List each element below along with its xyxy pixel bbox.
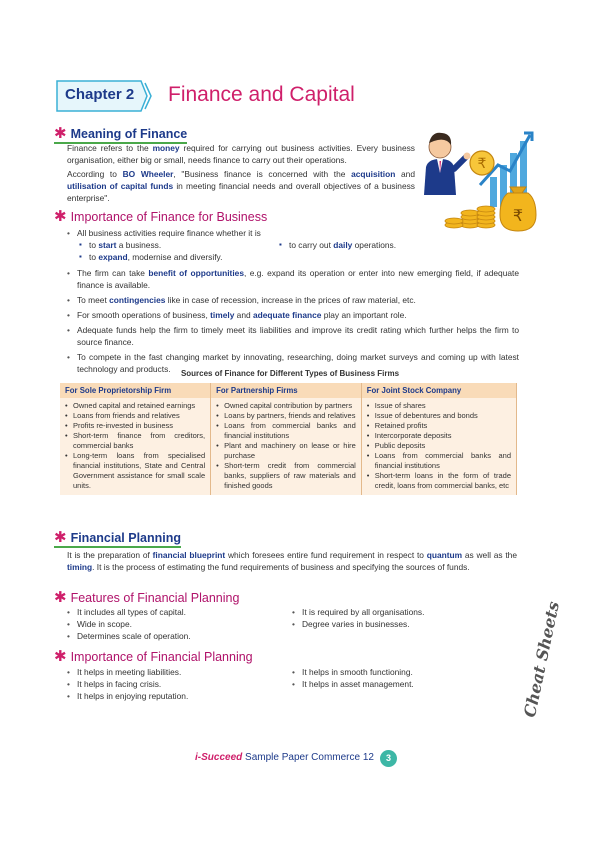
- list-item: • Short-term finance from creditors, commercial banks: [65, 431, 205, 451]
- keyword: quantum: [426, 550, 463, 560]
- list-item: • Loans by partners, friends and relatives: [216, 411, 356, 421]
- list-item: • All business activities require finance whether it is: [67, 227, 519, 239]
- keyword: acquisition: [351, 169, 396, 179]
- importance-finance-list: [67, 227, 519, 378]
- keyword: BO Wheeler: [122, 169, 174, 179]
- keyword: contingencies: [109, 295, 166, 305]
- table-row: [60, 398, 517, 495]
- text-run: The firm can take: [77, 268, 149, 278]
- text-run: For smooth operations of business,: [77, 310, 211, 320]
- cell-list: [65, 401, 205, 491]
- text-run: To compete in the fast changing market by innovating, researching, doing market surveys and coming up with latest technology and products.: [77, 352, 519, 374]
- text-run: play an important role.: [321, 310, 407, 320]
- page-title: Finance and Capital: [168, 83, 355, 106]
- importance-finance-items: [67, 267, 519, 375]
- planning-paragraph: [67, 549, 517, 573]
- star-icon: ✱: [54, 125, 67, 142]
- svg-text:₹: ₹: [512, 206, 524, 225]
- importance-finance-heading: ✱ Importance of Finance for Business: [54, 208, 268, 225]
- keyword: daily: [333, 240, 353, 250]
- list-item: • Wide in scope.: [67, 618, 292, 630]
- table-cell: [211, 398, 362, 495]
- table-header-row: [60, 383, 517, 398]
- keyword: start: [98, 240, 117, 250]
- list-item: • It helps in smooth functioning.: [292, 666, 517, 678]
- page-number-badge: 3: [380, 750, 397, 767]
- list-item: • Issue of debentures and bonds: [367, 411, 511, 421]
- footer-text: Sample Paper Commerce 12: [245, 752, 374, 763]
- list-item: • Loans from friends and relatives: [65, 411, 205, 421]
- table-cell: [361, 398, 516, 495]
- text-run: required for carrying out business activities. Every business organisation, either big or small, needs finance to carry out their operations.: [67, 143, 415, 165]
- businessman-money-growth-icon: [420, 125, 538, 237]
- list-item: • Plant and machinery on lease or hire purchase: [216, 441, 356, 461]
- footer: [195, 752, 374, 763]
- keyword: adequate finance: [253, 310, 322, 320]
- keyword: utilisation of capital funds: [67, 181, 174, 191]
- text-run: Adequate funds help the firm to timely meet its liabilities and improve its credit rating which further helps the firm to source finance.: [77, 325, 519, 347]
- chapter-label: Chapter 2: [65, 86, 135, 103]
- features-heading: ✱ Features of Financial Planning: [54, 589, 240, 606]
- keyword: benefit of opportunities: [148, 268, 244, 278]
- list-item: • It helps in meeting liabilities.: [67, 666, 292, 678]
- sources-table: [60, 383, 517, 495]
- text-run: , e.g. expand its operation or enter into new emerging field, if adequate finance is available.: [77, 268, 520, 290]
- list-item: • Determines scale of operation.: [67, 630, 292, 642]
- footer-brand: i-Succeed: [195, 752, 243, 763]
- text-run: as well as the: [462, 550, 517, 560]
- keyword: financial blueprint: [152, 550, 226, 560]
- text-run: According to: [67, 169, 123, 179]
- list-item: • Long-term loans from specialised financial institutions, State and Central Government assistance for small scale units.: [65, 451, 205, 491]
- list-item: • Public deposits: [367, 441, 511, 451]
- list-item: • It is required by all organisations.: [292, 606, 517, 618]
- list-item: [67, 267, 519, 291]
- chapter-tag: [55, 79, 147, 113]
- text-run: to: [89, 240, 99, 250]
- list-item: • It includes all types of capital.: [67, 606, 292, 618]
- cell-list: [367, 401, 511, 491]
- text-run: , "Business finance is concerned with the: [173, 169, 352, 179]
- keyword: money: [152, 143, 180, 153]
- star-icon: ✱: [54, 208, 67, 225]
- list-item: [67, 309, 519, 321]
- sub-list-row: [67, 239, 519, 251]
- list-item: • It helps in asset management.: [292, 678, 517, 690]
- list-item: • Owned capital contribution by partners: [216, 401, 356, 411]
- importance-planning-list: [67, 666, 527, 702]
- list-item: • Owned capital and retained earnings: [65, 401, 205, 411]
- svg-text:₹: ₹: [477, 156, 487, 172]
- star-icon: ✱: [54, 529, 67, 546]
- list-item: • Degree varies in businesses.: [292, 618, 517, 630]
- list-item: • It helps in facing crisis.: [67, 678, 292, 690]
- text-run: a business.: [116, 240, 162, 250]
- importance-planning-left-column: [67, 666, 292, 702]
- features-left-column: [67, 606, 292, 642]
- sub-list-row: [67, 251, 519, 263]
- planning-heading: ✱ Financial Planning: [54, 529, 182, 546]
- list-item: • Retained profits: [367, 421, 511, 431]
- list-item: • Profits re-invested in business: [65, 421, 205, 431]
- text-run: in meeting financial needs and overall objectives of a business enterprise".: [67, 181, 415, 203]
- importance-planning-right-column: [292, 666, 517, 702]
- text-run: to carry out: [289, 240, 334, 250]
- list-item: [67, 294, 519, 306]
- keyword: expand: [98, 252, 128, 262]
- text-run: . It is the process of estimating the fund requirements of business and specifying the sources of funds.: [92, 562, 470, 572]
- sub-list-item: [79, 239, 279, 251]
- cheat-sheets-label: Cheat Sheets: [520, 599, 564, 719]
- table-header-cell: For Partnership Firms: [211, 383, 362, 398]
- sub-list-item: [79, 251, 389, 263]
- list-item: • Short-term loans in the form of trade credit, loans from commercial banks, etc: [367, 471, 511, 491]
- text-run: operations.: [352, 240, 397, 250]
- table-header-cell: For Sole Proprietorship Firm: [60, 383, 211, 398]
- meaning-paragraph-2: [67, 168, 415, 204]
- table-cell: [60, 398, 211, 495]
- meaning-paragraph-1: [67, 142, 415, 166]
- text-run: To meet: [77, 295, 110, 305]
- star-icon: ✱: [54, 589, 67, 606]
- importance-planning-heading: ✱ Importance of Financial Planning: [54, 648, 253, 665]
- list-item: [67, 324, 519, 348]
- text-run: like in case of recession, increase in the prices of raw material, etc.: [165, 295, 416, 305]
- keyword: timely: [210, 310, 235, 320]
- text-run: It is the preparation of: [67, 550, 153, 560]
- sub-list-item: [279, 239, 479, 251]
- text-run: to: [89, 252, 99, 262]
- table-header-cell: For Joint Stock Company: [361, 383, 516, 398]
- text-run: , modernise and diversify.: [127, 252, 223, 262]
- list-item: • Loans from commercial banks and financial institutions: [367, 451, 511, 471]
- list-item: • Loans from commercial banks and financial institutions: [216, 421, 356, 441]
- keyword: timing: [67, 562, 93, 572]
- features-right-column: [292, 606, 517, 642]
- list-item: • Short-term credit from commercial banks, suppliers of raw materials and finished goods: [216, 461, 356, 491]
- text-run: Finance refers to the: [67, 143, 153, 153]
- features-list: [67, 606, 527, 642]
- text-run: and: [395, 169, 415, 179]
- list-item: • It helps in enjoying reputation.: [67, 690, 292, 702]
- list-item: • Intercorporate deposits: [367, 431, 511, 441]
- text-run: and: [234, 310, 253, 320]
- text-run: which foresees entire fund requirement in respect to: [225, 550, 427, 560]
- table-title: Sources of Finance for Different Types of Business Firms: [180, 369, 400, 378]
- cell-list: [216, 401, 356, 491]
- meaning-heading: ✱ Meaning of Finance: [54, 125, 188, 142]
- star-icon: ✱: [54, 648, 67, 665]
- list-item: • Issue of shares: [367, 401, 511, 411]
